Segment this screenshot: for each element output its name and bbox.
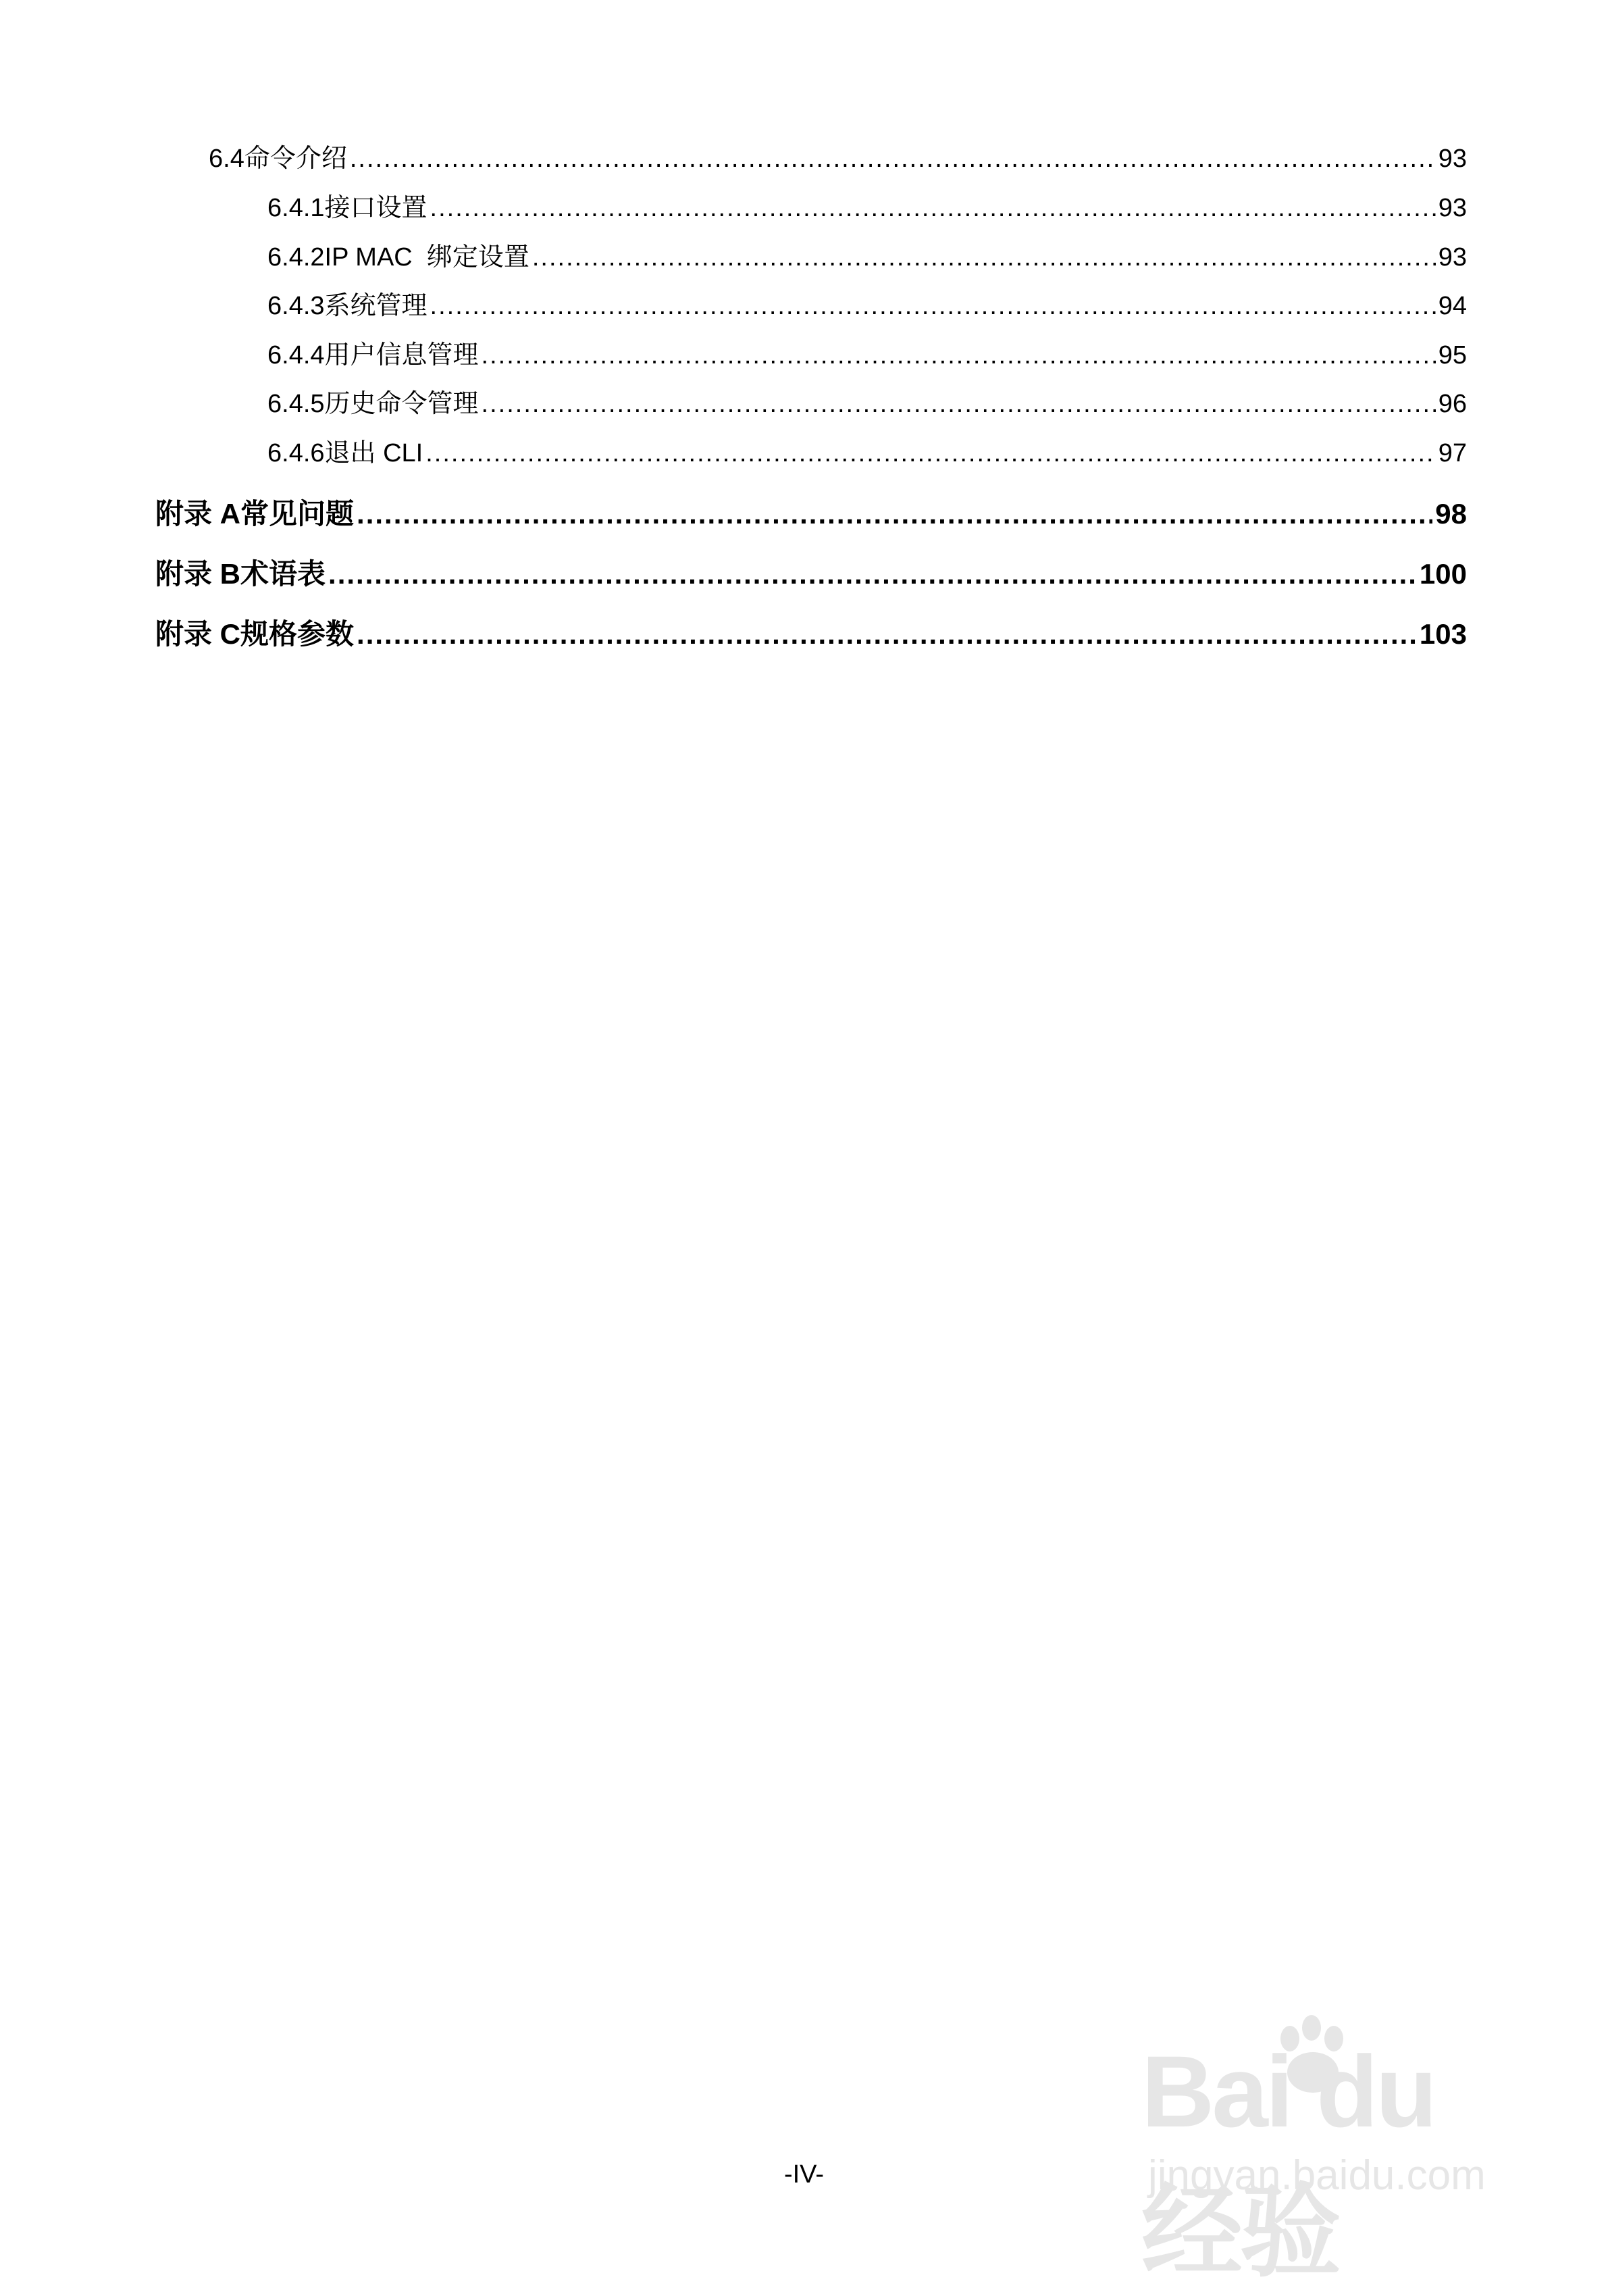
toc-entry[interactable] xyxy=(267,186,1467,224)
toc-leader-dots xyxy=(430,292,1436,321)
toc-leader-dots xyxy=(532,243,1436,272)
toc-entry[interactable] xyxy=(267,432,1467,469)
toc-leader-dots xyxy=(430,194,1436,223)
toc-leader-dots xyxy=(357,498,1432,530)
toc-entry-title: IP MAC 绑定设置 xyxy=(324,243,529,272)
toc-leader-dots xyxy=(357,618,1417,650)
watermark-brand: Bai du 经验 xyxy=(1141,2035,1435,2289)
toc-entry-page: 95 xyxy=(1438,341,1467,369)
toc-entry-number: 6.4.5 xyxy=(267,390,325,418)
toc-leader-dots xyxy=(328,558,1417,590)
toc-leader-dots xyxy=(482,390,1436,419)
toc-entry-number: 6.4.2 xyxy=(267,243,325,272)
toc-entry-number: 6.4 xyxy=(209,145,244,173)
toc-appendix-entry[interactable] xyxy=(155,552,1467,592)
toc-entry[interactable] xyxy=(267,284,1467,322)
toc-entry-page: 97 xyxy=(1438,439,1467,467)
toc-entry[interactable] xyxy=(267,236,1467,273)
toc-leader-dots xyxy=(425,439,1435,468)
toc-entry-page: 98 xyxy=(1435,498,1467,530)
baidu-jingyan-watermark xyxy=(1141,2033,1520,2289)
toc-leader-dots xyxy=(350,145,1436,174)
toc-appendix-entry[interactable] xyxy=(155,492,1467,532)
toc-entry[interactable] xyxy=(209,137,1467,174)
toc-entry-page: 93 xyxy=(1438,243,1467,272)
toc-entry-title: 命令介绍 xyxy=(244,145,347,173)
toc-appendix-entry[interactable] xyxy=(155,612,1467,653)
toc-entry-title: 接口设置 xyxy=(324,194,427,222)
toc-entry-page: 103 xyxy=(1419,618,1467,650)
toc-entry-number: 附录 B xyxy=(155,558,241,590)
toc-entry[interactable] xyxy=(267,334,1467,371)
toc-entry-title: 术语表 xyxy=(240,558,326,590)
toc-entry-number: 6.4.1 xyxy=(267,194,325,222)
page-number-footer: -IV- xyxy=(783,2160,825,2189)
toc-entry-title: 退出 CLI xyxy=(324,439,423,467)
watermark-url: jingyan.baidu.com xyxy=(1148,2152,1486,2199)
toc-entry-number: 附录 A xyxy=(155,498,241,530)
toc-entry-page: 96 xyxy=(1438,390,1467,418)
toc-entry-number: 附录 C xyxy=(155,618,241,650)
toc-entry-title: 常见问题 xyxy=(240,498,355,530)
toc-entry-number: 6.4.4 xyxy=(267,341,325,369)
toc-entry-number: 6.4.6 xyxy=(267,439,325,467)
toc-entry-page: 93 xyxy=(1438,194,1467,222)
toc-entry-title: 用户信息管理 xyxy=(324,341,479,369)
toc-entry[interactable] xyxy=(267,382,1467,419)
toc-entry-title: 历史命令管理 xyxy=(324,390,479,418)
toc-leader-dots xyxy=(482,341,1436,370)
toc-entry-page: 93 xyxy=(1438,145,1467,173)
toc-entry-page: 94 xyxy=(1438,292,1467,320)
toc-entry-number: 6.4.3 xyxy=(267,292,325,320)
toc-entry-title: 系统管理 xyxy=(324,292,427,320)
toc-entry-page: 100 xyxy=(1419,558,1467,590)
toc-entry-title: 规格参数 xyxy=(240,618,355,650)
